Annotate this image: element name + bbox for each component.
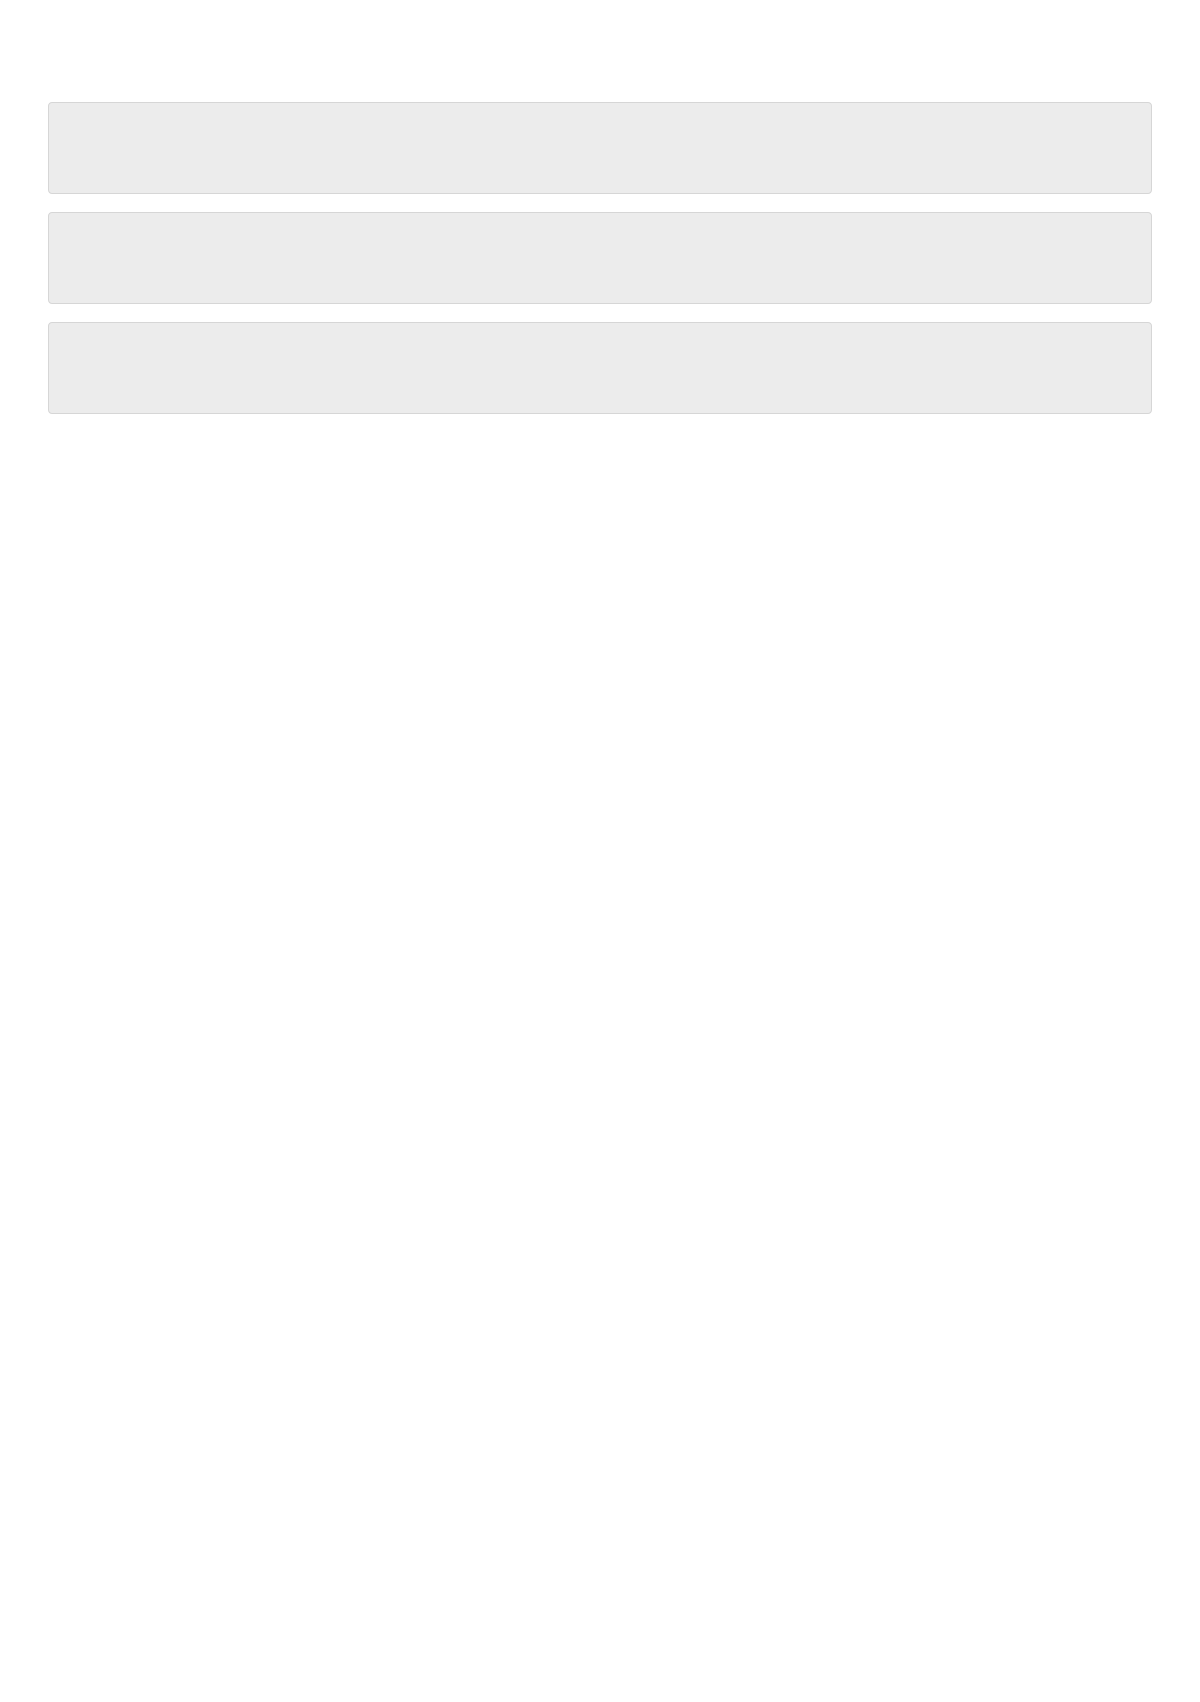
content-block (48, 212, 1152, 304)
page-title (48, 48, 1152, 74)
content-block (48, 322, 1152, 414)
content-area (48, 102, 1152, 414)
content-block (48, 102, 1152, 194)
